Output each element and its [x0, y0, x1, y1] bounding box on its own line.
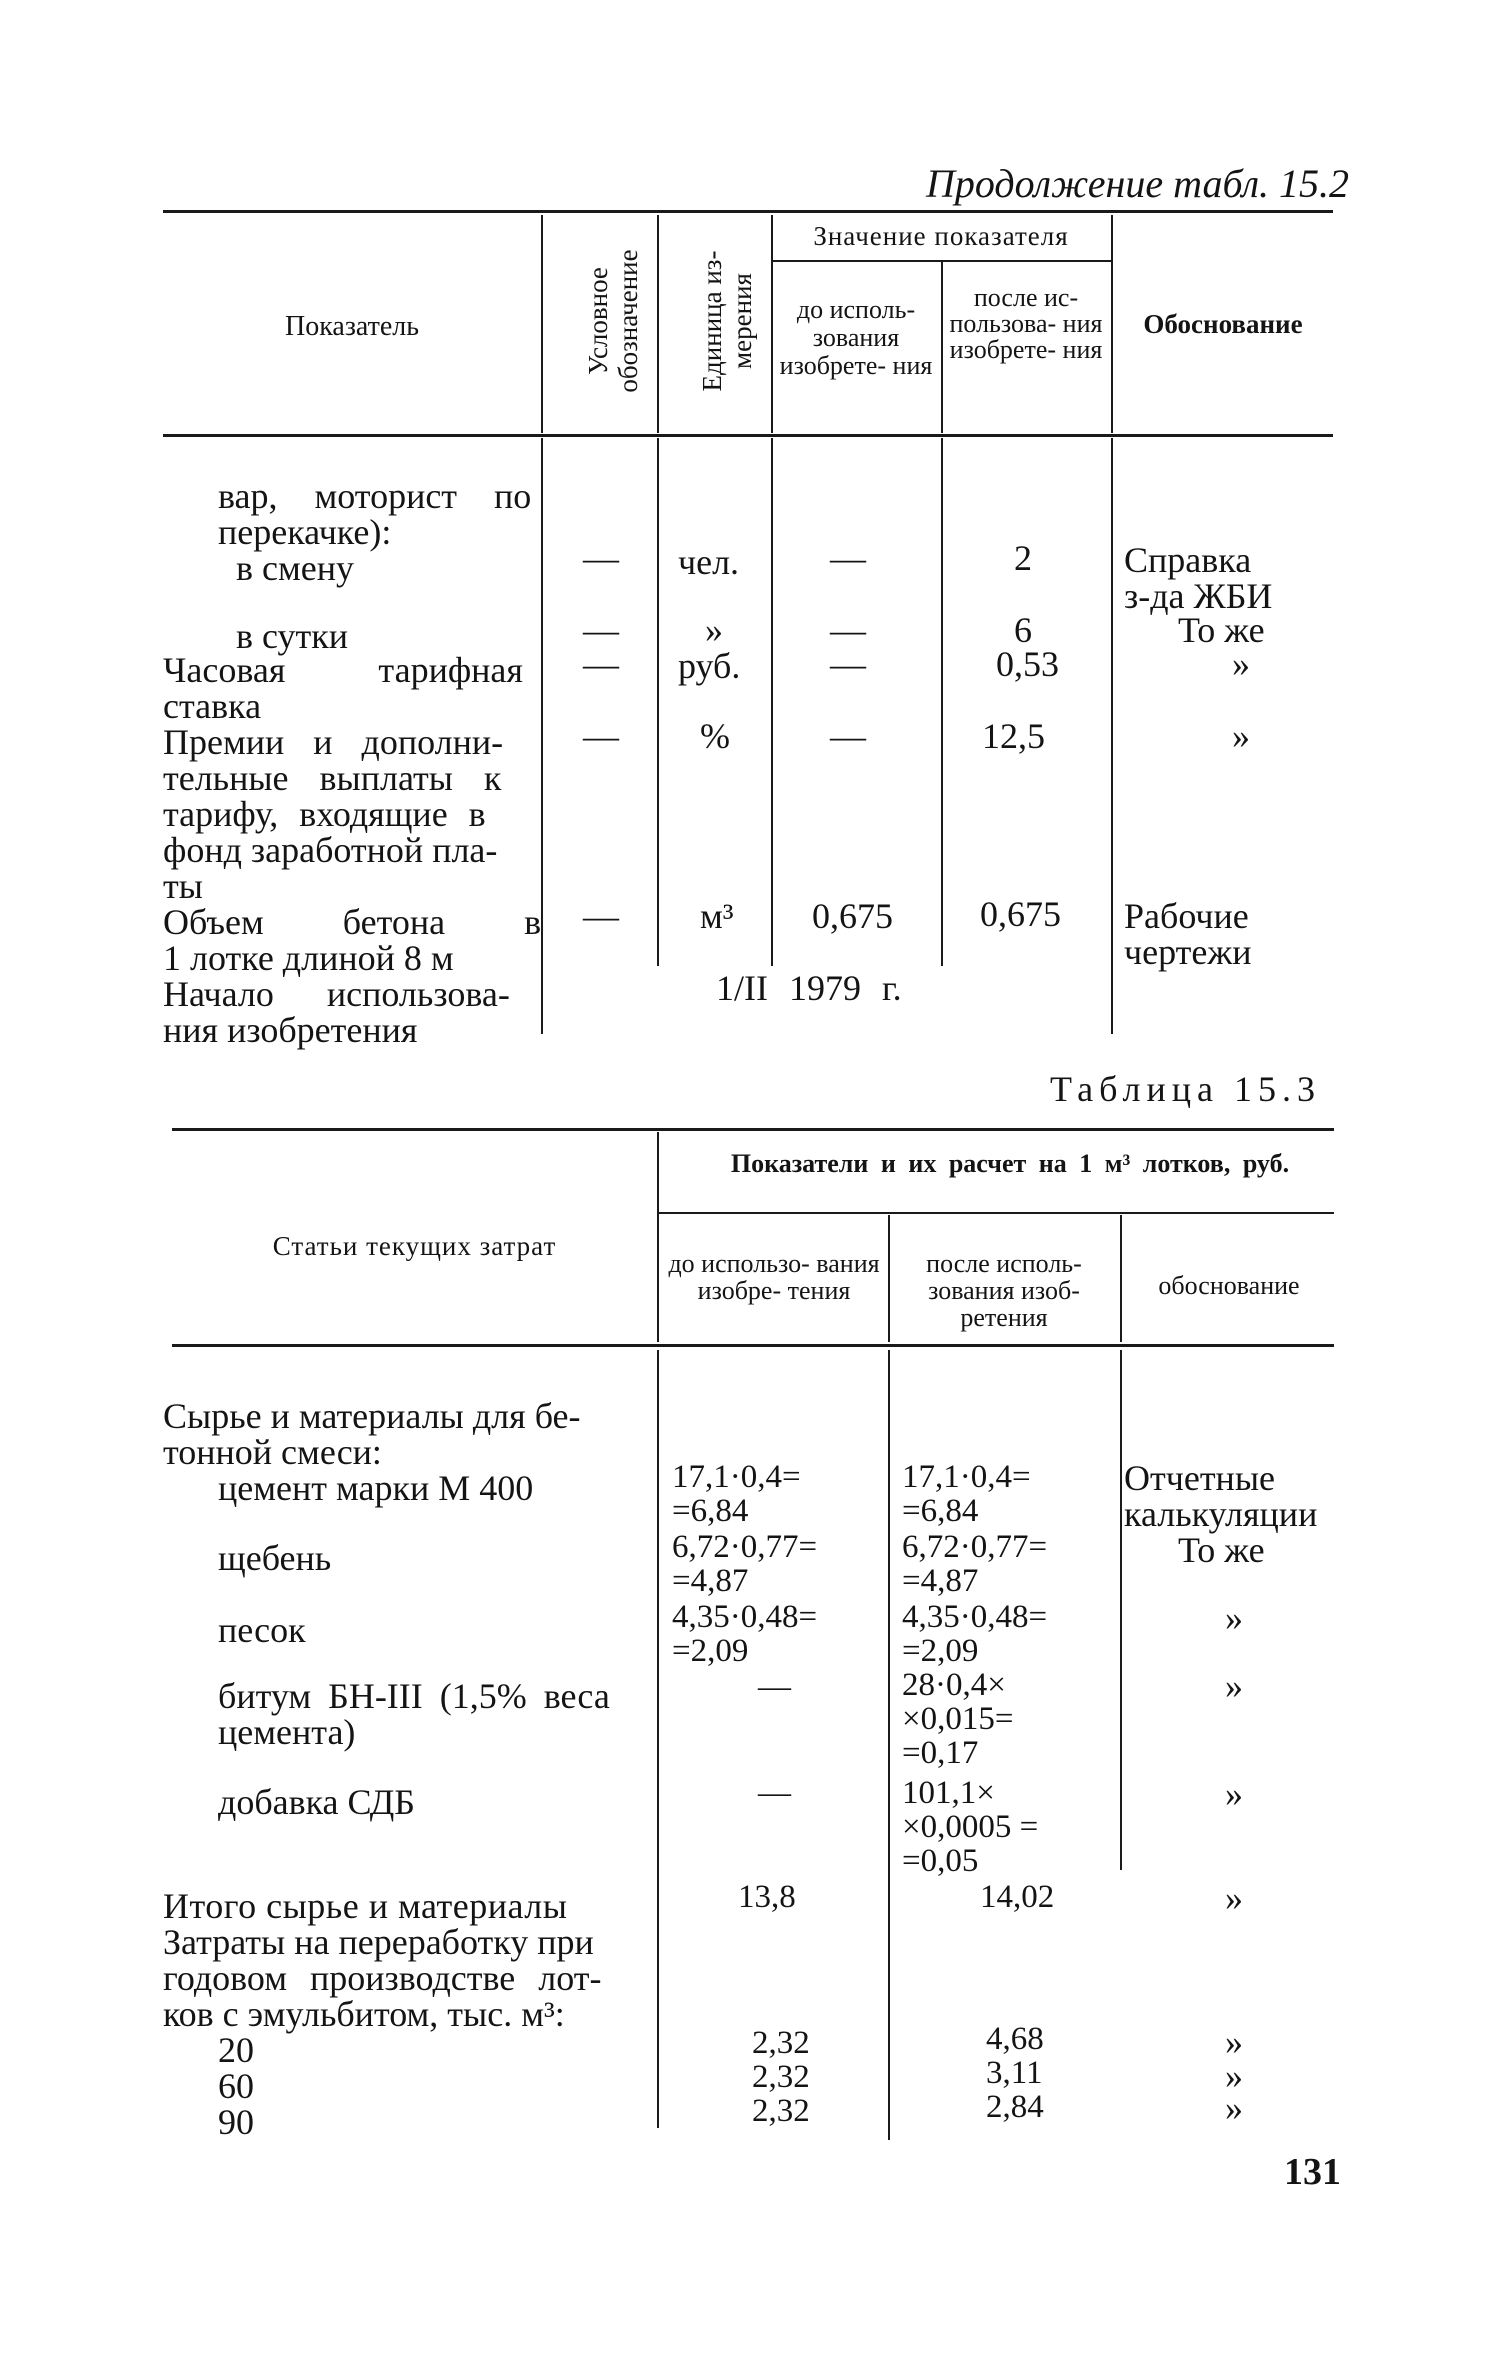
- gravel-after-a: 6,72·0,77=: [902, 1529, 1048, 1565]
- total-after: 14,02: [980, 1879, 1055, 1915]
- row3-before: —: [830, 610, 866, 650]
- row6-symbol: —: [583, 896, 619, 936]
- additive-after-a: 101,1×: [902, 1775, 995, 1811]
- gravel-basis: То же: [1178, 1530, 1265, 1570]
- row4-before: —: [830, 644, 866, 684]
- t2-header-basis: обоснование: [1158, 1271, 1300, 1300]
- header-indicator: Показатель: [285, 311, 419, 342]
- table1-header-rule: [163, 434, 1333, 437]
- cement-basis-b: калькуляции: [1124, 1494, 1318, 1534]
- gravel-after-b: =4,87: [902, 1563, 979, 1599]
- row3-text: в сутки: [236, 616, 348, 656]
- sand-basis: »: [1225, 1598, 1243, 1638]
- row5-text-e: ты: [163, 866, 203, 906]
- cement-after-a: 17,1·0,4=: [902, 1459, 1031, 1495]
- sand-before-b: =2,09: [672, 1633, 749, 1669]
- row5-text-c: тарифу, входящие в: [163, 794, 486, 834]
- row3-basis: То же: [1178, 610, 1265, 650]
- table1-vline-4-body: [941, 438, 943, 966]
- sand-after-a: 4,35·0,48=: [902, 1599, 1048, 1635]
- cement-basis-a: Отчетные: [1124, 1458, 1275, 1498]
- cement-before-a: 17,1·0,4=: [672, 1459, 801, 1495]
- p20-before: 2,32: [752, 2025, 810, 2061]
- bitumen-after-b: ×0,015=: [902, 1701, 1014, 1737]
- row5-basis: »: [1232, 716, 1250, 756]
- row3-unit: »: [705, 610, 723, 650]
- row3-symbol: —: [583, 610, 619, 650]
- table2-top-rule: [172, 1128, 1334, 1131]
- header-before: до исполь- зования изобрете- ния: [779, 295, 933, 380]
- row6-basis-b: чертежи: [1124, 932, 1252, 972]
- row5-before: —: [830, 716, 866, 756]
- p90-after: 2,84: [986, 2089, 1044, 2125]
- row2-unit: чел.: [678, 542, 740, 582]
- p60-basis: »: [1225, 2056, 1243, 2096]
- table1-vline-1-body: [541, 438, 543, 1034]
- row4-after: 0,53: [996, 644, 1059, 684]
- header-after: после ис- пользова- ния изобрете- ния: [949, 283, 1103, 364]
- row2-basis-a: Справка: [1124, 540, 1252, 580]
- p60-before: 2,32: [752, 2059, 810, 2095]
- p20-after: 4,68: [986, 2021, 1044, 2057]
- row7-text-a: Начало использова-: [163, 974, 510, 1014]
- row6-text-b: 1 лотке длиной 8 м: [163, 938, 454, 978]
- table2-vline-2-head: [888, 1215, 890, 1342]
- row7-value: 1/II 1979 г.: [716, 968, 902, 1008]
- row4-text-a: Часовая тарифная: [163, 650, 523, 690]
- additive-after-b: ×0,0005 =: [902, 1809, 1039, 1845]
- t2-header-before: до использо- вания изобре- тения: [668, 1249, 880, 1305]
- row5-text-a: Премии и дополни-: [163, 722, 504, 762]
- table1-top-rule: [163, 210, 1333, 213]
- total-before: 13,8: [738, 1879, 796, 1915]
- cement-label: цемент марки М 400: [218, 1468, 534, 1508]
- row4-symbol: —: [583, 644, 619, 684]
- row6-basis-a: Рабочие: [1124, 896, 1249, 936]
- cement-after-b: =6,84: [902, 1493, 979, 1529]
- p60-after: 3,11: [986, 2055, 1043, 2091]
- row5-text-b: тельные выплаты к: [163, 758, 502, 798]
- table1-vline-5-body: [1111, 438, 1113, 1034]
- row2-symbol: —: [583, 538, 619, 578]
- proc-text-c: ков с эмульбитом, тыс. м³:: [163, 1994, 565, 2034]
- table2-vline-3-body: [1120, 1350, 1122, 1870]
- additive-label: добавка СДБ: [218, 1782, 415, 1822]
- p90-basis: »: [1225, 2088, 1243, 2128]
- table1-vline-1-head: [541, 215, 543, 433]
- t2-header-after: после исполь- зования изоб- ретения: [926, 1249, 1082, 1332]
- row6-after: 0,675: [980, 894, 1061, 934]
- table2-vline-1-head: [657, 1132, 659, 1342]
- table2-vline-3-head: [1120, 1215, 1122, 1342]
- bitumen-basis: »: [1225, 1666, 1243, 1706]
- additive-before: —: [758, 1775, 791, 1811]
- gravel-label: щебень: [218, 1538, 332, 1578]
- row1-text-b: перекачке):: [218, 512, 392, 552]
- table-continuation-caption: Продолжение табл. 15.2: [926, 161, 1350, 206]
- row1-text-a: вар, моторист по: [218, 476, 532, 516]
- t2-header-group: Показатели и их расчет на 1 м³ лотков, руб.: [730, 1149, 1290, 1178]
- row4-basis: »: [1232, 644, 1250, 684]
- table2-subhead-rule: [657, 1212, 1334, 1214]
- row2-basis-b: з-да ЖБИ: [1124, 576, 1273, 616]
- row5-symbol: —: [583, 716, 619, 756]
- row5-after: 12,5: [982, 716, 1045, 756]
- row6-before: 0,675: [812, 896, 893, 936]
- additive-basis: »: [1225, 1774, 1243, 1814]
- proc-text-b: годовом производстве лот-: [163, 1958, 602, 1998]
- total-label: Итого сырье и материалы: [163, 1886, 568, 1926]
- t2-header-items: Статьи текущих затрат: [272, 1231, 557, 1261]
- table1-vline-2-head: [657, 215, 659, 433]
- p20-label: 20: [218, 2030, 254, 2070]
- table2-header-rule: [172, 1344, 1334, 1347]
- table1-vline-2-body: [657, 438, 659, 966]
- row2-after: 2: [1014, 538, 1032, 578]
- sand-label: песок: [218, 1610, 306, 1650]
- row6-text-a: [163, 904, 541, 940]
- gravel-before-b: =4,87: [672, 1563, 749, 1599]
- sand-after-b: =2,09: [902, 1633, 979, 1669]
- bitumen-before: —: [758, 1669, 791, 1705]
- row6-text-a-value: Объем бетона в: [163, 902, 542, 942]
- raw-text-b: тонной смеси:: [163, 1432, 382, 1472]
- row7-text-b: ния изобретения: [163, 1010, 418, 1050]
- p90-label: 90: [218, 2102, 254, 2142]
- row2-before: —: [830, 538, 866, 578]
- row2-text: в смену: [236, 548, 355, 588]
- bitumen-after-c: =0,17: [902, 1735, 979, 1771]
- row4-unit: руб.: [678, 646, 741, 686]
- row4-text-b: ставка: [163, 686, 262, 726]
- row6-unit: м³: [700, 896, 734, 936]
- bitumen-label-a: битум БН-III (1,5% веса: [218, 1676, 610, 1716]
- table2-title: Таблица 15.3: [1050, 1069, 1321, 1109]
- p90-before: 2,32: [752, 2093, 810, 2129]
- table2-vline-2-body: [888, 1350, 890, 2140]
- row5-text-d: фонд заработной пла-: [163, 830, 498, 870]
- proc-text-a: Затраты на переработку при: [163, 1922, 594, 1962]
- row5-unit: %: [700, 716, 730, 756]
- header-symbol: Условное обозначение: [583, 249, 643, 393]
- cement-before-b: =6,84: [672, 1493, 749, 1529]
- table2-vline-1-body: [657, 1350, 659, 2128]
- table1-vline-3-body: [771, 438, 773, 966]
- header-value-group: Значение показателя: [813, 221, 1069, 251]
- gravel-before-a: 6,72·0,77=: [672, 1529, 818, 1565]
- page-number: 131: [1284, 2151, 1341, 2193]
- sand-before-a: 4,35·0,48=: [672, 1599, 818, 1635]
- header-basis: Обоснование: [1143, 309, 1303, 339]
- total-basis: »: [1225, 1878, 1243, 1918]
- p20-basis: »: [1225, 2022, 1243, 2062]
- row3-after: 6: [1014, 610, 1032, 650]
- bitumen-label-b: цемента): [218, 1712, 356, 1752]
- p60-label: 60: [218, 2066, 254, 2106]
- header-unit: Единица из- мерения: [697, 250, 757, 392]
- bitumen-after-a: 28·0,4×: [902, 1667, 1006, 1703]
- additive-after-c: =0,05: [902, 1843, 979, 1879]
- raw-text-a: Сырье и материалы для бе-: [163, 1396, 581, 1436]
